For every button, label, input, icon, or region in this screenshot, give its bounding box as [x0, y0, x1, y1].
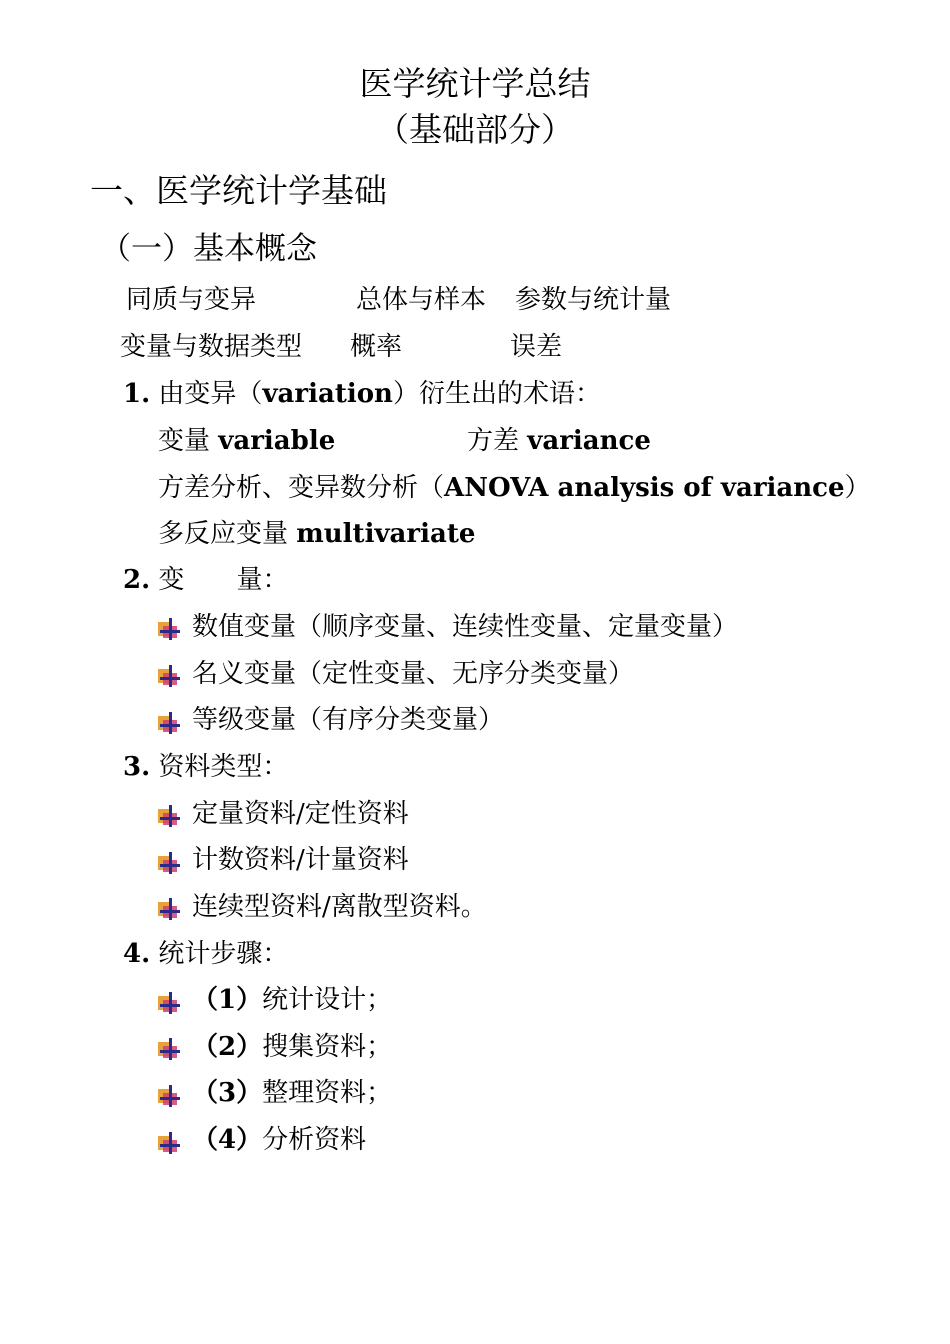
concept-parameter: 参数与统计量	[515, 285, 672, 315]
bullet-icon	[158, 663, 182, 687]
item1-number: 1.	[123, 379, 151, 409]
term-variance-en: variance	[527, 426, 651, 456]
list-item: 定量资料/定性资料	[192, 799, 409, 829]
bullet-icon	[158, 710, 182, 734]
item4-label: 统计步骤：	[158, 939, 289, 969]
term-variance-cn: 方差	[467, 426, 528, 456]
step-text: 整理资料；	[262, 1078, 393, 1108]
concept-error: 误差	[510, 332, 563, 362]
term-anova	[158, 475, 871, 501]
document-subtitle: （基础部分）	[376, 110, 574, 149]
item3-label: 资料类型：	[158, 752, 289, 782]
item1-line	[123, 381, 601, 407]
item4-line	[123, 941, 288, 967]
item1-text-a: 由变异（	[158, 379, 263, 409]
term-multivariate-en: multivariate	[296, 519, 476, 549]
bullet-icon	[158, 1130, 182, 1154]
item2-line	[123, 567, 288, 593]
concept-variable-types: 变量与数据类型	[120, 332, 303, 362]
concept-homogeneity: 同质与变异	[126, 285, 257, 315]
list-item	[192, 1034, 392, 1060]
document-title: 医学统计学总结	[359, 64, 591, 103]
list-item: 连续型资料/离散型资料。	[192, 892, 487, 922]
term-anova-en: ANOVA analysis of variance	[444, 473, 845, 503]
item3-line	[123, 754, 288, 780]
item4-number: 4.	[123, 939, 151, 969]
bullet-icon	[158, 1036, 182, 1060]
bullet-icon	[158, 990, 182, 1014]
term-multivariate-cn: 多反应变量	[158, 519, 297, 549]
term-anova-end: ）	[844, 473, 871, 503]
list-item	[192, 1080, 392, 1106]
term-anova-cn: 方差分析、变异数分析（	[158, 473, 445, 503]
term-variable	[158, 428, 335, 454]
step-text: 搜集资料；	[262, 1032, 393, 1062]
item3-number: 3.	[123, 752, 151, 782]
step-text: 分析资料	[262, 1125, 367, 1155]
list-item: 名义变量（定性变量、无序分类变量）	[192, 659, 635, 689]
step-number: （1）	[192, 985, 263, 1015]
list-item	[192, 1127, 366, 1153]
step-number: （3）	[192, 1078, 263, 1108]
list-item: 数值变量（顺序变量、连续性变量、定量变量）	[192, 612, 739, 642]
bullet-icon	[158, 896, 182, 920]
step-text: 统计设计；	[262, 985, 393, 1015]
item1-text-c: ）衍生出的术语：	[392, 379, 601, 409]
list-item: 等级变量（有序分类变量）	[192, 705, 505, 735]
term-multivariate	[158, 521, 475, 547]
bullet-icon	[158, 850, 182, 874]
item1-text-b: variation	[262, 379, 393, 409]
list-item	[192, 987, 392, 1013]
step-number: （4）	[192, 1125, 263, 1155]
item2-number: 2.	[123, 565, 151, 595]
term-variable-en: variable	[218, 426, 336, 456]
term-variable-cn: 变量	[158, 426, 219, 456]
concept-probability: 概率	[350, 332, 403, 362]
list-item: 计数资料/计量资料	[192, 845, 409, 875]
concept-population: 总体与样本	[356, 285, 487, 315]
bullet-icon	[158, 1083, 182, 1107]
subsection-heading: （一）基本概念	[100, 231, 317, 267]
item2-label-a: 变	[158, 565, 185, 595]
bullet-icon	[158, 803, 182, 827]
step-number: （2）	[192, 1032, 263, 1062]
term-variance	[467, 428, 651, 454]
item2-label-b: 量：	[236, 565, 289, 595]
section-heading: 一、医学统计学基础	[90, 171, 387, 210]
bullet-icon	[158, 616, 182, 640]
